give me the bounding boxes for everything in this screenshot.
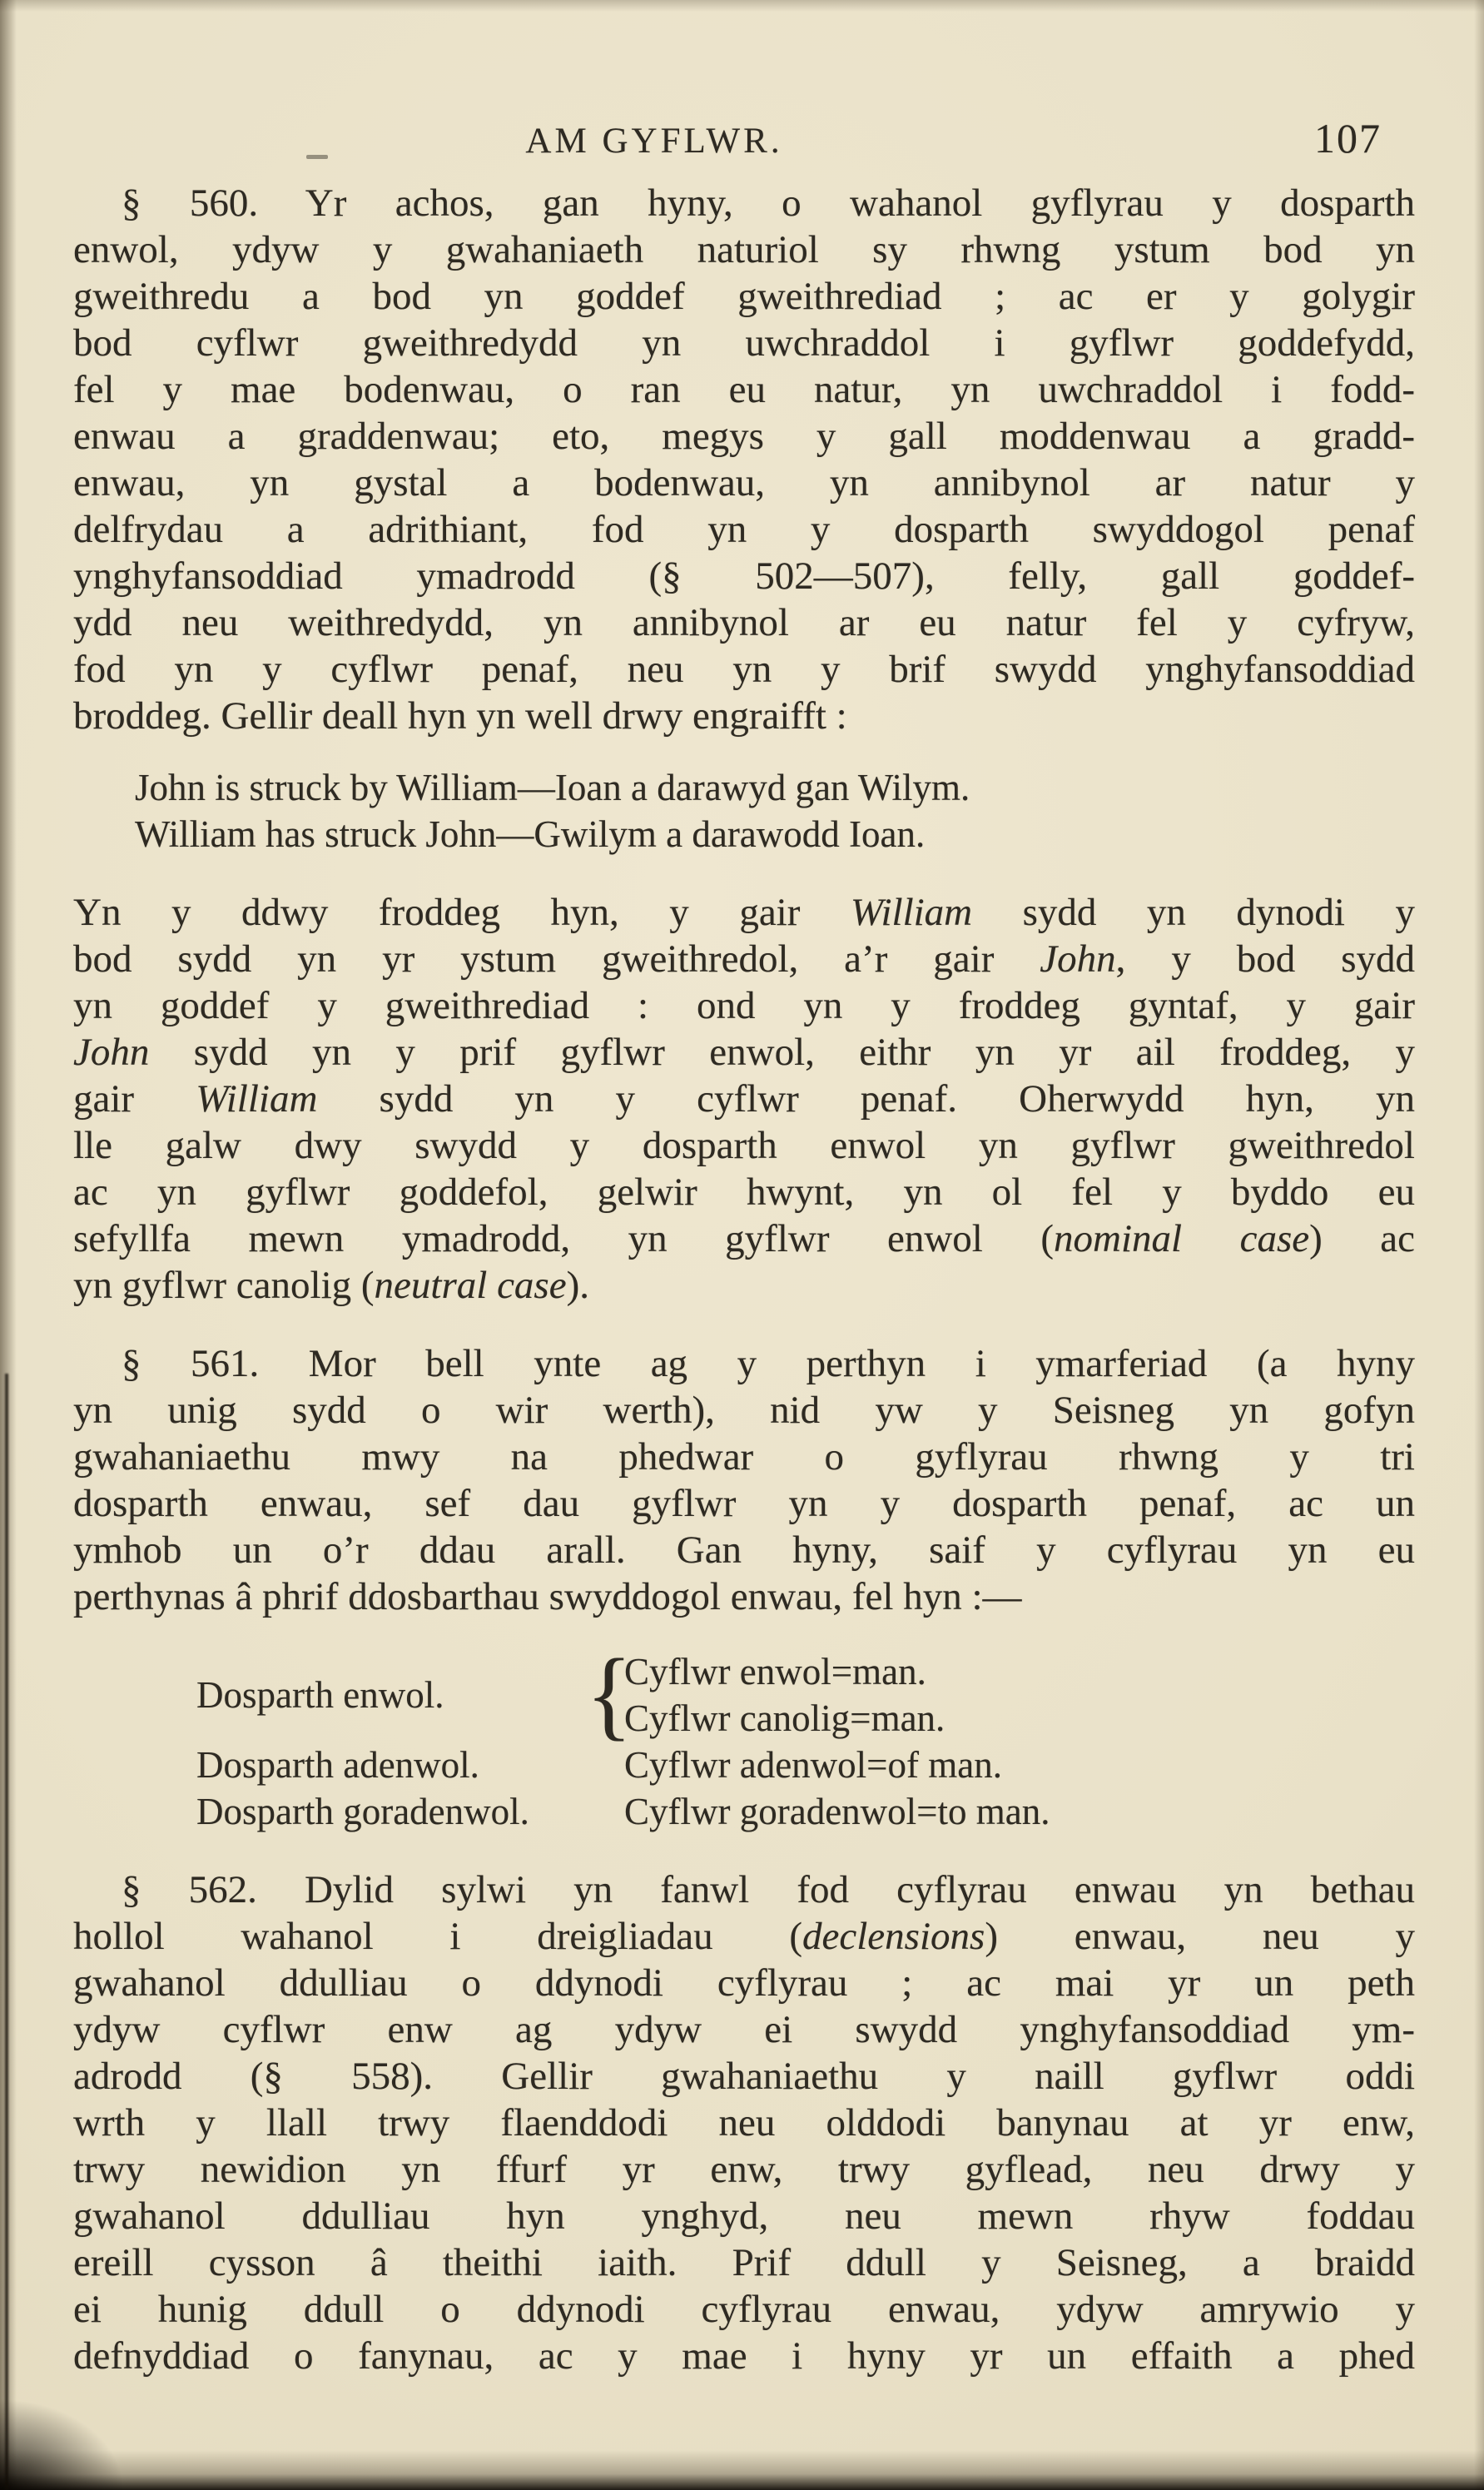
text-segment: William has struck John—Gwilym a darawodd Ioan. bbox=[135, 813, 926, 855]
section-561 bbox=[73, 1340, 1415, 1620]
scan-edge-top bbox=[0, 0, 1484, 12]
italic-text: neutral case bbox=[374, 1264, 567, 1307]
text-line bbox=[73, 413, 1415, 460]
brace-glyph: { bbox=[586, 1639, 633, 1751]
text-line bbox=[73, 1387, 1415, 1434]
running-title: AM GYFLWR. bbox=[525, 122, 783, 161]
text-line bbox=[73, 1960, 1415, 2006]
text-segment: § 560. Yr achos, gan hyny, o wahanol gyflyrau y dosparth bbox=[122, 181, 1415, 225]
text-segment: gwahaniaethu mwy na phedwar o gyflyrau rhwng y tri bbox=[73, 1435, 1415, 1479]
scan-artifact bbox=[306, 155, 328, 159]
case-value: Cyflwr canolig=man. bbox=[624, 1697, 945, 1739]
section-562 bbox=[73, 1866, 1415, 2379]
text-segment: sydd yn y cyflwr penaf. Oherwydd hyn, yn bbox=[317, 1077, 1415, 1121]
text-block bbox=[73, 115, 1415, 2379]
text-segment: defnyddiad o fanynau, ac y mae i hyny yr un effaith a phed bbox=[73, 2334, 1415, 2378]
text-segment: ) ac bbox=[1309, 1217, 1415, 1260]
text-segment: adrodd (§ 558). Gellir gwahaniaethu y naill gyflwr oddi bbox=[73, 2055, 1415, 2098]
text-segment: delfrydau a adrithiant, fod yn y dosparth swyddogol penaf bbox=[73, 508, 1415, 551]
text-segment: wrth y llall trwy flaenddodi neu olddodi banynau at yr enw, bbox=[73, 2101, 1415, 2145]
text-segment: ydyw cyflwr enw ag ydyw ei swydd ynghyfansoddiad ym- bbox=[73, 2008, 1415, 2051]
case-class-label: Dosparth enwol. bbox=[196, 1674, 444, 1716]
text-line bbox=[73, 2286, 1415, 2333]
text-line bbox=[73, 2239, 1415, 2286]
text-line bbox=[73, 1076, 1415, 1122]
text-segment: broddeg. Gellir deall hyn yn well drwy engraifft : bbox=[73, 694, 847, 738]
case-values bbox=[624, 1742, 1002, 1788]
text-segment: ereill cysson â theithi iaith. Prif ddull y Seisneg, a braidd bbox=[73, 2241, 1415, 2284]
text-segment: ). bbox=[566, 1264, 589, 1307]
text-segment: fel y mae bodenwau, o ran eu natur, yn uwchraddol i fodd- bbox=[73, 368, 1415, 411]
text-line bbox=[73, 2146, 1415, 2193]
text-segment: gweithredu a bod yn goddef gweithrediad ; ac er y golygir bbox=[73, 275, 1415, 318]
text-line bbox=[73, 936, 1415, 982]
text-line bbox=[73, 2193, 1415, 2239]
text-segment: ac yn gyflwr goddefol, gelwir hwynt, yn ol fel y byddo eu bbox=[73, 1170, 1415, 1214]
text-line bbox=[73, 2053, 1415, 2100]
text-line bbox=[73, 2100, 1415, 2146]
page-content bbox=[73, 180, 1415, 2379]
text-segment: § 561. Mor bell ynte ag y perthyn i ymarferiad (a hyny bbox=[122, 1342, 1415, 1385]
italic-text: John bbox=[73, 1031, 150, 1074]
text-line bbox=[73, 1215, 1415, 1262]
text-line bbox=[73, 1480, 1415, 1527]
text-segment: hollol wahanol i dreigliadau ( bbox=[73, 1915, 803, 1958]
text-line bbox=[73, 889, 1415, 936]
text-line bbox=[135, 764, 1415, 811]
scan-edge-right bbox=[1474, 0, 1484, 2490]
case-table-row bbox=[196, 1639, 1415, 1751]
text-segment: § 562. Dylid sylwi yn fanwl fod cyflyrau enwau yn bethau bbox=[122, 1868, 1415, 1911]
case-value: Cyflwr adenwol=of man. bbox=[624, 1744, 1003, 1786]
text-segment: ei hunig ddull o ddynodi cyflyrau enwau, ydyw amrywio y bbox=[73, 2288, 1415, 2331]
text-segment: , y bod sydd bbox=[1115, 937, 1415, 981]
text-segment: gwahanol ddulliau o ddynodi cyflyrau ; ac mai yr un peth bbox=[73, 1961, 1415, 2005]
text-line bbox=[73, 506, 1415, 553]
text-line bbox=[73, 1434, 1415, 1480]
text-segment: yn goddef y gweithrediad : ond yn y froddeg gyntaf, y gair bbox=[73, 984, 1415, 1027]
paragraph-cases bbox=[73, 889, 1415, 1309]
text-line bbox=[73, 180, 1415, 226]
example-sentences bbox=[73, 764, 1415, 857]
case-table-row bbox=[196, 1742, 1415, 1788]
page-number: 107 bbox=[1314, 115, 1382, 162]
text-segment: enwau a graddenwau; eto, megys y gall moddenwau a gradd- bbox=[73, 415, 1415, 458]
scan-edge-bottom bbox=[0, 2450, 1484, 2490]
text-segment: yn gyflwr canolig ( bbox=[73, 1264, 375, 1307]
text-segment: bod cyflwr gweithredydd yn uwchraddol i gyflwr goddefydd, bbox=[73, 321, 1415, 365]
text-line bbox=[73, 366, 1415, 413]
text-line bbox=[73, 1262, 1415, 1309]
text-line bbox=[73, 1169, 1415, 1215]
text-line bbox=[73, 460, 1415, 506]
text-segment: Yn y ddwy froddeg hyn, y gair bbox=[73, 891, 851, 934]
text-segment: ymhob un o’r ddau arall. Gan hyny, saif y cyflyrau yn eu bbox=[73, 1528, 1415, 1572]
text-line bbox=[73, 2333, 1415, 2379]
scan-corner-shadow bbox=[0, 2398, 125, 2490]
text-line bbox=[73, 2006, 1415, 2053]
text-segment: enwol, ydyw y gwahaniaeth naturiol sy rhwng ystum bod yn bbox=[73, 228, 1415, 271]
text-line bbox=[73, 982, 1415, 1029]
case-value: Cyflwr goradenwol=to man. bbox=[624, 1791, 1050, 1832]
text-segment: dosparth enwau, sef dau gyflwr yn y dosparth penaf, ac un bbox=[73, 1482, 1415, 1525]
italic-text: William bbox=[196, 1077, 318, 1121]
text-line bbox=[73, 599, 1415, 646]
case-values bbox=[624, 1648, 945, 1742]
text-line bbox=[73, 320, 1415, 366]
scan-edge-left bbox=[0, 0, 17, 2490]
text-segment: perthynas â phrif ddosbarthau swyddogol enwau, fel hyn :— bbox=[73, 1575, 1022, 1618]
case-value: Cyflwr enwol=man. bbox=[624, 1651, 926, 1692]
page-header bbox=[73, 115, 1415, 165]
italic-text: William bbox=[850, 891, 973, 934]
text-segment: enwau, yn gystal a bodenwau, yn annibynol ar natur y bbox=[73, 461, 1415, 504]
italic-text: declensions bbox=[802, 1915, 985, 1958]
italic-text: nominal case bbox=[1054, 1217, 1310, 1260]
text-segment: John is struck by William—Ioan a darawyd gan Wilym. bbox=[135, 767, 970, 808]
text-segment: sydd yn dynodi y bbox=[972, 891, 1415, 934]
text-segment: fod yn y cyflwr penaf, neu yn y brif swydd ynghyfansoddiad bbox=[73, 648, 1415, 691]
text-segment: ynghyfansoddiad ymadrodd (§ 502—507), felly, gall goddef- bbox=[73, 554, 1415, 598]
case-values bbox=[624, 1788, 1050, 1835]
text-segment: ) enwau, neu y bbox=[985, 1915, 1415, 1958]
case-table bbox=[73, 1639, 1415, 1835]
text-line bbox=[73, 553, 1415, 599]
text-line bbox=[73, 1029, 1415, 1076]
italic-text: John bbox=[1040, 937, 1116, 981]
text-segment: bod sydd yn yr ystum gweithredol, a’r gair bbox=[73, 937, 1040, 981]
text-line bbox=[73, 1573, 1415, 1620]
case-class-label: Dosparth adenwol. bbox=[196, 1744, 479, 1786]
text-line bbox=[73, 1122, 1415, 1169]
case-class-label: Dosparth goradenwol. bbox=[196, 1791, 529, 1832]
text-segment: sydd yn y prif gyflwr enwol, eithr yn yr ail froddeg, y bbox=[149, 1031, 1415, 1074]
scan-crease-line bbox=[5, 1374, 8, 2490]
text-segment: sefyllfa mewn ymadrodd, yn gyflwr enwol ( bbox=[73, 1217, 1055, 1260]
text-line bbox=[73, 693, 1415, 739]
text-segment: ydd neu weithredydd, yn annibynol ar eu natur fel y cyfryw, bbox=[73, 601, 1415, 644]
section-560 bbox=[73, 180, 1415, 739]
text-line bbox=[73, 226, 1415, 273]
text-line bbox=[135, 811, 1415, 857]
text-line bbox=[73, 1527, 1415, 1573]
text-segment: yn unig sydd o wir werth), nid yw y Seisneg yn gofyn bbox=[73, 1389, 1415, 1432]
text-segment: lle galw dwy swydd y dosparth enwol yn gyflwr gweithredol bbox=[73, 1124, 1415, 1167]
case-table-row bbox=[196, 1788, 1415, 1835]
text-line bbox=[73, 1866, 1415, 1913]
text-line bbox=[73, 646, 1415, 693]
text-segment: gair bbox=[73, 1077, 196, 1121]
text-line bbox=[73, 1340, 1415, 1387]
text-segment: trwy newidion yn ffurf yr enw, trwy gyflead, neu drwy y bbox=[73, 2148, 1415, 2191]
text-line bbox=[73, 1913, 1415, 1960]
text-segment: gwahanol ddulliau hyn ynghyd, neu mewn rhyw foddau bbox=[73, 2194, 1415, 2238]
text-line bbox=[73, 273, 1415, 320]
